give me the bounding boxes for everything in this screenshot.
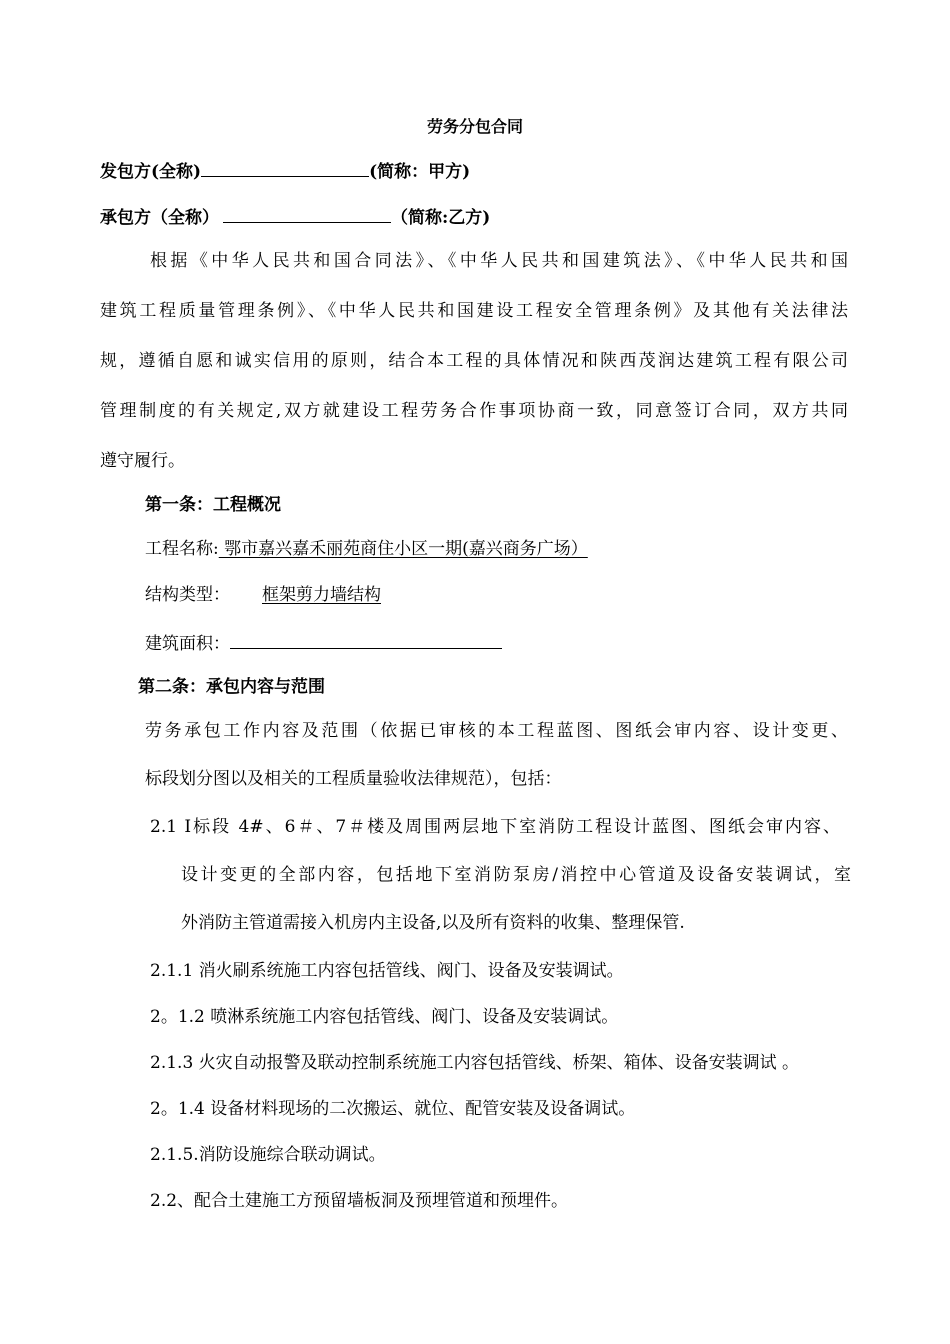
party-b-name-blank[interactable] (223, 204, 391, 223)
party-a-line (100, 158, 470, 183)
project-name-value: 鄂市嘉兴嘉禾丽苑商住小区一期(嘉兴商务广场） (218, 539, 588, 559)
article2-heading: 第二条：承包内容与范围 (138, 677, 325, 697)
sub-item: 2。1.4 设备材料现场的二次搬运、就位、配管安装及设备调试。 (150, 1099, 636, 1119)
article1-heading: 第一条：工程概况 (145, 495, 281, 515)
sub-item: 2.1.5.消防设施综合联动调试。 (150, 1145, 386, 1165)
building-area-blank[interactable] (230, 630, 502, 649)
document-title: 劳务分包合同 (426, 117, 523, 136)
sub-item: 2.2、配合土建施工方预留墙板洞及预埋管道和预埋件。 (150, 1191, 569, 1211)
structure-type-label: 结构类型： (145, 585, 230, 605)
party-b-label: 承包方（全称） (100, 208, 219, 228)
building-area-row (145, 630, 502, 655)
preamble-line: 管理制度的有关规定,双方就建设工程劳务合作事项协商一致，同意签订合同，双方共同 (100, 401, 848, 421)
structure-type-row (145, 584, 566, 606)
sub-item: 2.1.3 火灾自动报警及联动控制系统施工内容包括管线、桥架、箱体、设备安装调试 。 (150, 1053, 800, 1073)
article2-intro-line: 标段划分图以及相关的工程质量验收法律规范），包括： (145, 769, 562, 789)
party-a-suffix: (简称：甲方) (369, 162, 471, 182)
party-a-label: 发包方(全称) (100, 162, 202, 182)
building-area-label: 建筑面积： (145, 634, 230, 654)
project-name-row (145, 538, 678, 560)
preamble-line: 建筑工程质量管理条例》、《中华人民共和国建设工程安全管理条例》及其他有关法律法 (100, 301, 848, 321)
party-b-suffix: （简称:乙方) (391, 208, 491, 228)
party-b-line (100, 204, 490, 229)
party-a-name-blank[interactable] (201, 158, 369, 177)
preamble-line: 遵守履行。 (100, 451, 185, 471)
item-2-1-line: 设计变更的全部内容，包括地下室消防泵房/消控中心管道及设备安装调试，室 (181, 865, 851, 885)
preamble-line: 根据《中华人民共和国合同法》、《中华人民共和国建筑法》、《中华人民共和国 (150, 251, 848, 271)
item-2-1-line: 2.1 Ⅰ标段 4#、6＃、7＃楼及周围两层地下室消防工程设计蓝图、图纸会审内容、 (150, 817, 840, 837)
structure-type-value: 框架剪力墙结构 (262, 585, 381, 605)
preamble-line: 规，遵循自愿和诚实信用的原则，结合本工程的具体情况和陕西茂润达建筑工程有限公司 (100, 351, 848, 371)
item-2-1-line: 外消防主管道需接入机房内主设备,以及所有资料的收集、整理保管. (181, 913, 685, 933)
article2-intro-line: 劳务承包工作内容及范围（依据已审核的本工程蓝图、图纸会审内容、设计变更、 (145, 721, 848, 741)
sub-item: 2.1.1 消火刷系统施工内容包括管线、阀门、设备及安装调试。 (150, 961, 624, 981)
project-name-label: 工程名称: (145, 539, 219, 559)
sub-item: 2。1.2 喷淋系统施工内容包括管线、阀门、设备及安装调试。 (150, 1007, 619, 1027)
